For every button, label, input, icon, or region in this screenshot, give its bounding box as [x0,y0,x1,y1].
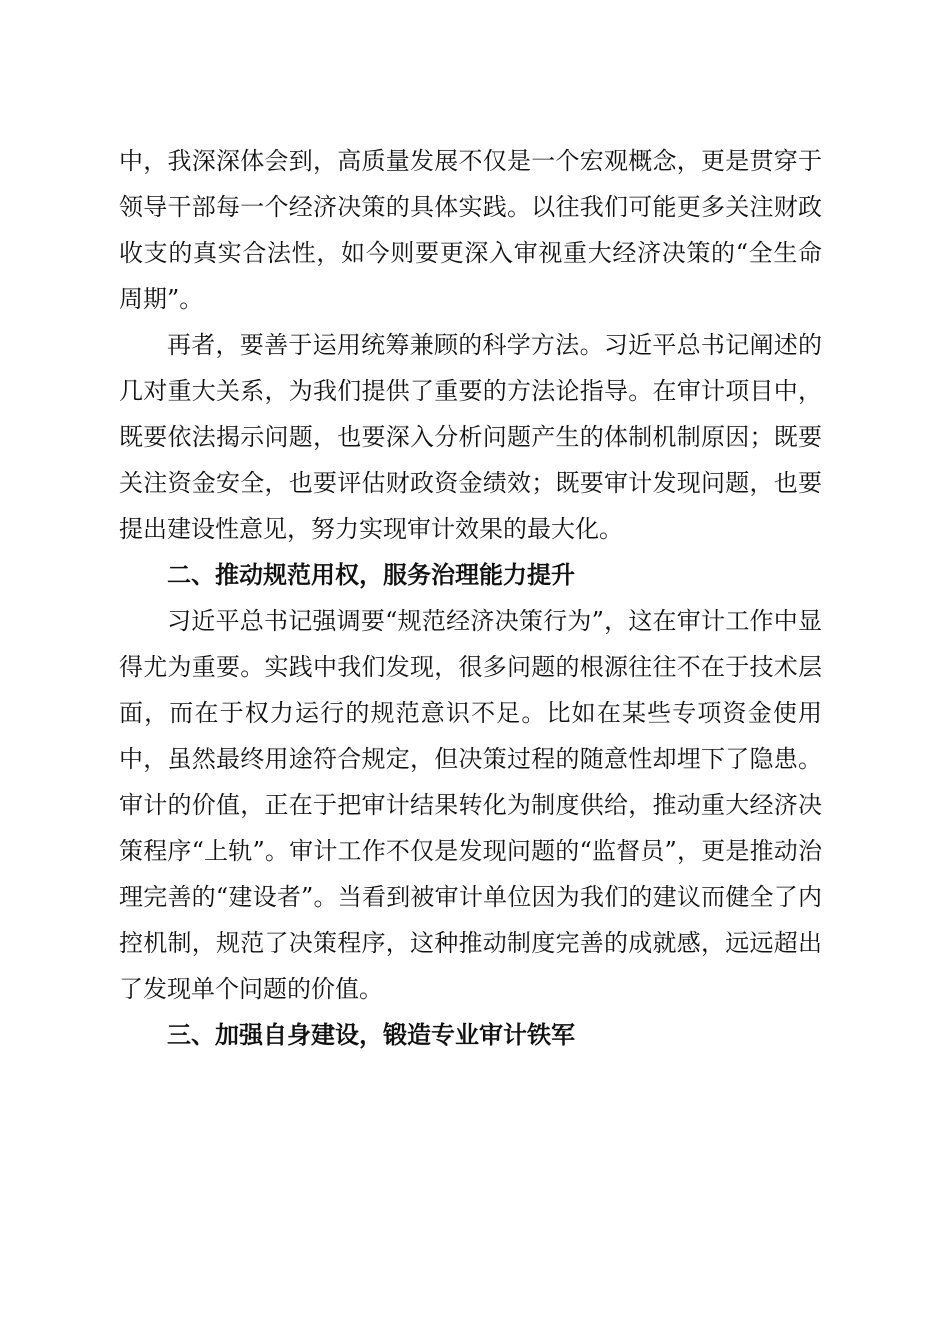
section-heading-3: 三、加强自身建设，锻造专业审计铁军 [167,1021,575,1049]
paragraph-scientific-method: 再者，要善于运用统筹兼顾的科学方法。习近平总书记阐述的几对重大关系，为我们提供了重要的方法论指导。在审计项目中，既要依法揭示问题，也要深入分析问题产生的体制机制原因；既要关注资金安全，也要评估财政资金绩效；既要审计发现问题，也要提出建设性意见，努力实现审计效果的最大化。 [119,331,822,543]
section-heading-2: 二、推动规范用权，服务治理能力提升 [167,561,575,589]
paragraph-continuation: 中，我深深体会到，高质量发展不仅是一个宏观概念，更是贯穿于领导干部每一个经济决策的具体实践。以往我们可能更多关注财政收支的真实合法性，如今则要更深入审视重大经济决策的“全生命周期”。 [119,147,822,313]
paragraph-standardize-power: 习近平总书记强调要“规范经济决策行为”，这在审计工作中显得尤为重要。实践中我们发现，很多问题的根源往往不在于技术层面，而在于权力运行的规范意识不足。比如在某些专项资金使用中，虽然最终用途符合规定，但决策过程的随意性却埋下了隐患。审计的价值，正在于把审计结果转化为制度供给，推动重大经济决策程序“上轨”。审计工作不仅是发现问题的“监督员”，更是推动治理完善的“建设者”。当看到被审计单位因为我们的建议而健全了内控机制，规范了决策程序，这种推动制度完善的成就感，远远超出了发现单个问题的价值。 [119,607,822,1003]
document-body [119,138,822,1058]
